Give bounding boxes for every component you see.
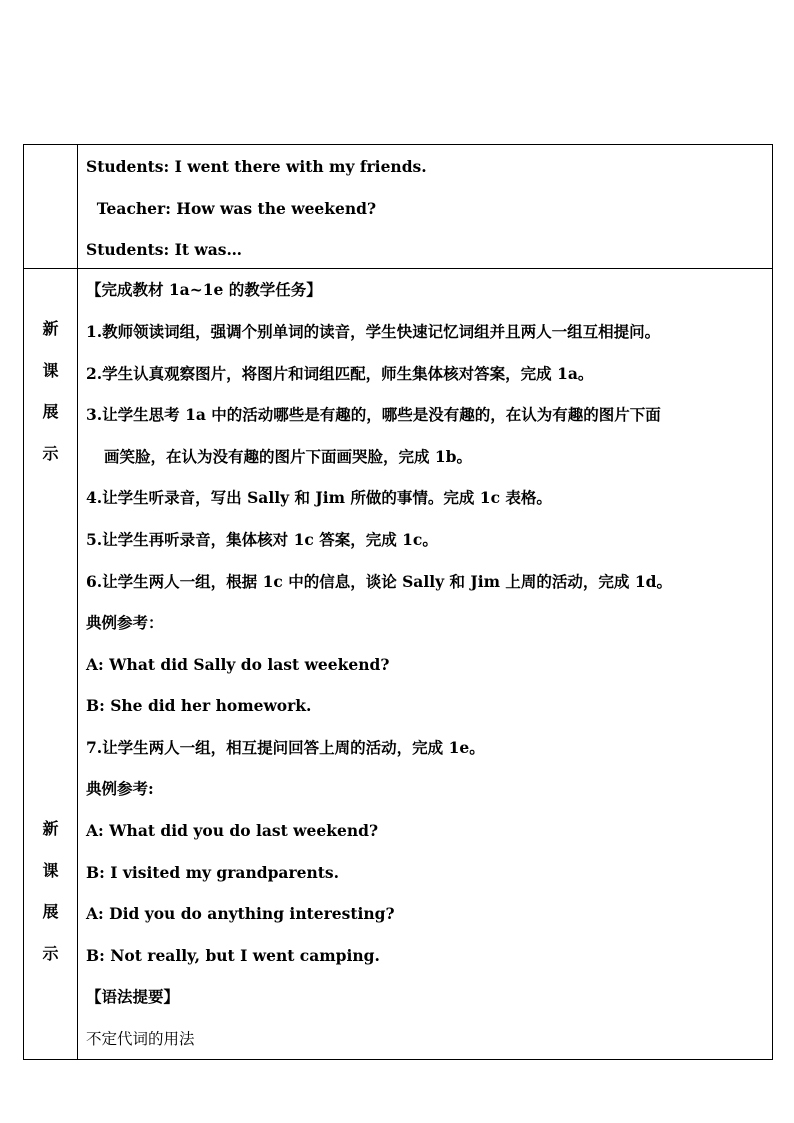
dialogue-line: A: What did Sally do last weekend? [86,655,390,674]
dialogue-line: Teacher: How was the weekend? [86,198,377,218]
step-line: 5.让学生再听录音，集体核对 1c 答案，完成 1c。 [86,530,438,549]
section-heading: 【语法提要】 [86,987,180,1006]
dialogue-line: B: I visited my grandparents. [86,863,340,882]
section-heading: 【完成教材 1a~1e 的教学任务】 [86,280,322,299]
side-label-cell [24,269,78,1060]
side-label-char: 课 [42,861,59,880]
dialogue-line: B: She did her homework. [86,696,312,715]
step-line: 2.学生认真观察图片，将图片和词组匹配，师生集体核对答案，完成 1a。 [86,364,594,383]
side-label-char: 新 [42,819,59,838]
dialogue-line: Students: I went there with my friends. [86,157,427,176]
side-label-cell [24,145,78,269]
side-label-char: 展 [42,402,59,421]
dialogue-line: A: What did you do last weekend? [86,821,379,840]
step-line: 1.教师领读词组，强调个别单词的读音，学生快速记忆词组并且两人一组互相提问。 [86,322,661,341]
step-line: 画笑脸，在认为没有趣的图片下面画哭脸，完成 1b。 [104,447,473,466]
dialogue-line: Students: It was… [86,240,243,259]
table-row [24,269,773,1060]
table-row [24,145,773,269]
dialogue-line: B: Not really, but I went camping. [86,946,380,965]
content-cell [78,145,773,269]
dialogue-line: A: Did you do anything interesting? [86,904,395,923]
example-label: 典例参考： [86,613,164,632]
side-label-char: 课 [42,361,59,380]
step-line: 4.让学生听录音，写出 Sally 和 Jim 所做的事情。完成 1c 表格。 [86,488,552,507]
step-line: 6.让学生两人一组，根据 1c 中的信息，谈论 Sally 和 Jim 上周的活动，完成 1d。 [86,572,672,591]
side-label-char: 示 [42,944,59,963]
step-line: 7.让学生两人一组，相互提问回答上周的活动，完成 1e。 [86,738,485,757]
side-label-char: 示 [42,444,59,463]
example-label: 典例参考: [86,779,154,798]
content-cell [78,269,773,1060]
step-line: 3.让学生思考 1a 中的活动哪些是有趣的，哪些是没有趣的，在认为有趣的图片下面 [86,405,661,424]
side-label-char: 展 [42,902,59,921]
side-label-char: 新 [42,319,59,338]
lesson-plan-table [23,144,773,1060]
grammar-topic: 不定代词的用法 [86,1030,195,1048]
